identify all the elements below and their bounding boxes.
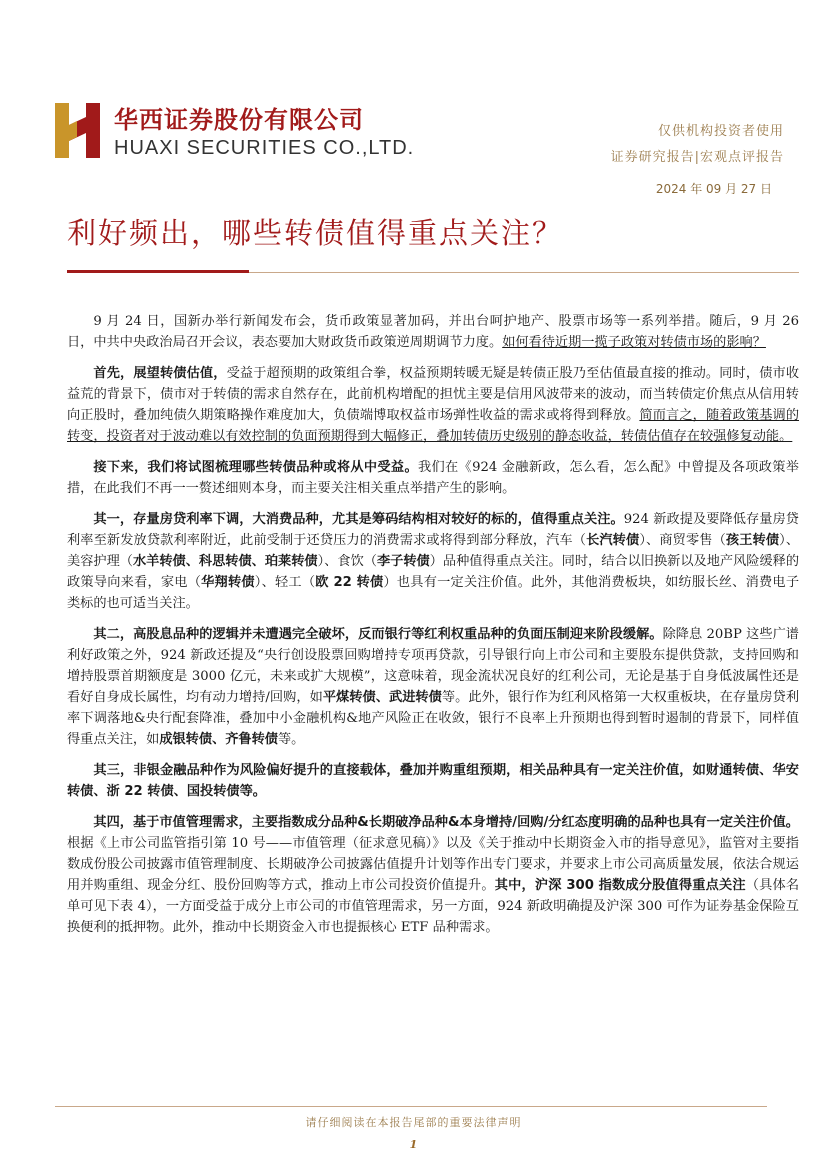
paragraph-3: 接下来，我们将试图梳理哪些转债品种或将从中受益。我们在《924 金融新政，怎么看，怎么配》中曾提及各项政策举措，在此我们不再一一赘述细则本身，而主要关注相关重点举措产生的影响。 (67, 460, 799, 496)
huaxi-logo (55, 103, 100, 158)
legal-notice: 请仔细阅读在本报告尾部的重要法律声明 (305, 1116, 522, 1129)
report-date: 2024 年 09 月 27 日 (655, 182, 772, 196)
report-body (67, 311, 799, 948)
paragraph-7: 其四，基于市值管理需求，主要指数成分品种&长期破净品种&本身增持/回购/分红态度明确的品种也具有一定关注价值。根据《上市公司监管指引第 10 号——市值管理（征求意见稿）》以及《关于推动中长期资金入市的指导意见》，监管对主要指数成份股公司披露市值管理制度、长期破净公司披露估值提升计划等作出专门要求，并要求上市公司高质量发展，依法合规运用并购重组、现金分红、股份回购等方式，推动上市公司投资价值提升。其中，沪深 300 指数成分股值得重点关注（具体名单可见下表 4），一方面受益于成分上市公司的市值管理需求，另一方面，924 新政明确提及沪深 300 可作为证券基金保险互换便利的抵押物。此外，推动中长期资金入市也提振核心 ETF 品种需求。 (67, 815, 800, 935)
report-title: 利好频出，哪些转债值得重点关注？ (67, 216, 564, 250)
company-name-block (114, 106, 414, 160)
report-type-label: 证券研究报告|宏观点评报告 (610, 150, 784, 165)
report-meta (611, 119, 784, 171)
paragraph-2: 首先，展望转债估值，受益于超预期的政策组合拳，权益预期转暖无疑是转债正股乃至估值最直接的推动。同时，债市收益荒的背景下，债市对于转债的需求自然存在，此前机构增配的担忧主要是信用风波带来的波动，而当转债定价焦点从信用转向正股时，叠加纯债久期策略操作难度加大，负债端博取权益市场弹性收益的需求或将得到释放。简而言之，随着政策基调的转变，投资者对于波动难以有效控制的负面预期得到大幅修正，叠加转债历史级别的静态收益，转债估值存在较强修复动能。 (67, 366, 800, 444)
paragraph-4: 其一，存量房贷利率下调，大消费品种，尤其是筹码结构相对较好的标的，值得重点关注。924 新政提及要降低存量房贷利率至新发放贷款利率附近，此前受制于还贷压力的消费需求或将得到部分释放，汽车（长汽转债）、商贸零售（孩王转债）、美容护理（水羊转债、科思转债、珀莱转债）、食饮（李子转债）品种值得重点关注。同时，结合以旧换新以及地产风险缓释的政策导向来看，家电（华翔转债）、轻工（欧 22 转债）也具有一定关注价值。此外，其他消费板块，如纺服长丝、消费电子类标的也可适当关注。 (67, 512, 800, 611)
page-number: 1 (409, 1138, 418, 1151)
paragraph-1: 9 月 24 日，国新办举行新闻发布会，货币政策显著加码，并出台呵护地产、股票市场等一系列举措。随后，9 月 26 日，中共中央政治局召开会议，表态要加大财政货币政策逆周期调节力度。如何看待近期一揽子政策对转债市场的影响？ (67, 314, 799, 350)
footer-divider (55, 1106, 767, 1107)
paragraph-6: 其三，非银金融品种作为风险偏好提升的直接载体，叠加并购重组预期，相关品种具有一定关注价值，如财通转债、华安转债、浙 22 转债、国投转债等。 (67, 763, 799, 799)
title-divider-accent (67, 270, 249, 273)
paragraph-5: 其二，高股息品种的逻辑并未遭遇完全破坏，反而银行等红利权重品种的负面压制迎来阶段缓解。除降息 20BP 这些广谱利好政策之外，924 新政还提及“央行创设股票回购增持专项再贷款，引导银行向上市公司和主要股东提供贷款，支持回购和增持股票首期额度是 3000 亿元，未来或扩大规模”，这意味着，现金流状况良好的红利公司，无论是基于自身低波属性还是看好自身成长属性，均有动力增持/回购，如平煤转债、武进转债等。此外，银行作为红利风格第一大权重板块，在存量房贷利率下调落地&央行配套降准，叠加中小金融机构&地产风险正在收敛，银行不良率上升预期也得到暂时遏制的背景下，同样值得重点关注，如成银转债、齐鲁转债等。 (67, 627, 800, 747)
audience-label: 仅供机构投资者使用 (657, 124, 784, 139)
company-name-en: HUAXI SECURITIES CO.,LTD. (114, 137, 415, 159)
company-name-cn: 华西证券股份有限公司 (114, 106, 364, 134)
